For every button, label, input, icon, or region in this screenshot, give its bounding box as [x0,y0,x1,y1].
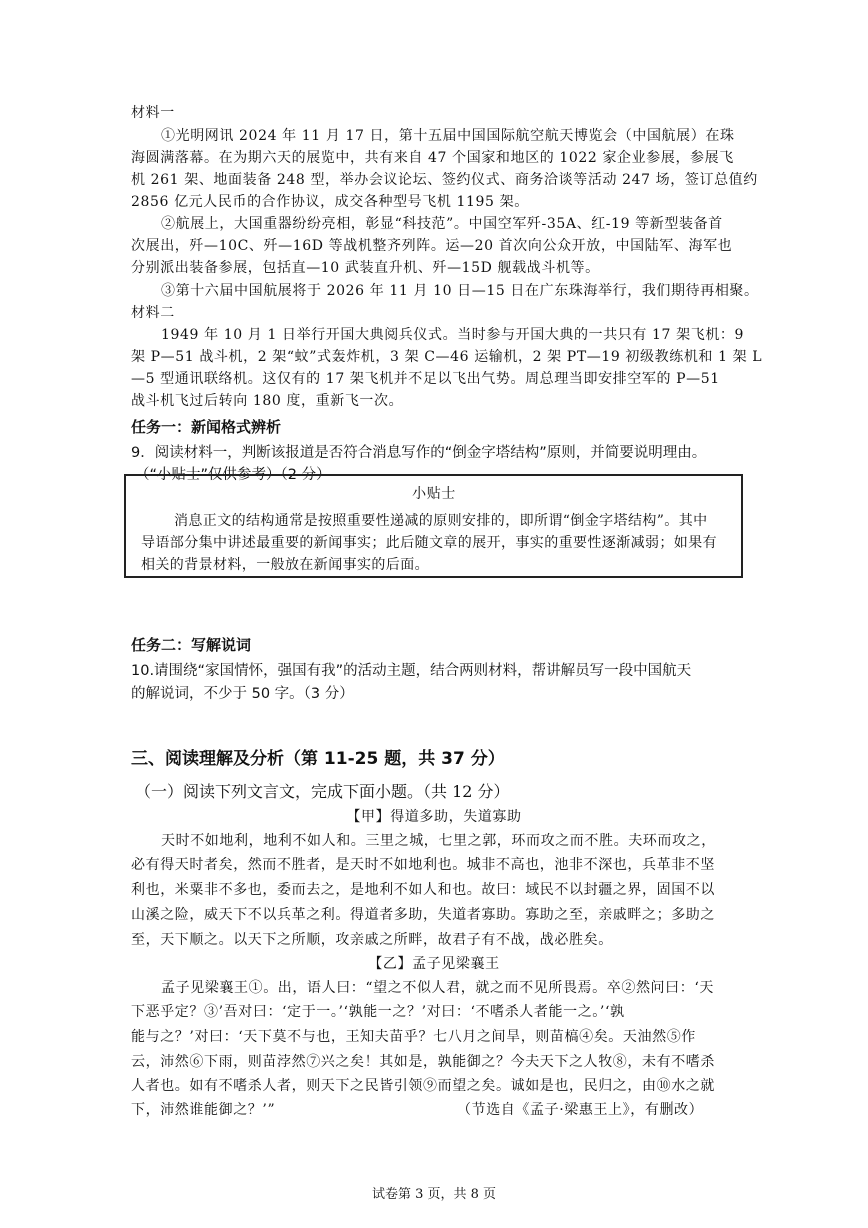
question-9: 9．阅读材料一，判断该报道是否符合消息写作的“倒金字塔结构”原则，并简要说明理由。 [131,445,707,461]
material1-line: 2856 亿元人民币的合作协议，成交各种型号飞机 1195 架。 [131,194,529,210]
question-10: 10.请围绕“家国情怀，强国有我”的活动主题，结合两则材料，帮讲解员写一段中国航天 [131,663,692,679]
passage-a-line: 必有得天时者矣，然而不胜者，是天时不如地利也。城非不高也，池非不深也，兵革非不坚 [131,857,715,873]
passage-a-title: 【甲】得道多助，失道寡助 [346,809,522,825]
task2-title: 任务二：写解说词 [131,636,252,654]
section-3-title: 三、阅读理解及分析（第 11-25 题，共 37 分） [131,749,505,769]
passage-b-title: 【乙】孟子见梁襄王 [368,956,500,972]
question-10-line2: 的解说词，不少于 50 字。（3 分） [131,686,354,702]
passage-b-line: 能与之？’对曰：‘天下莫不与也，王知夫苗乎？七八月之间旱，则苗槁④矣。天油然⑤作 [131,1029,696,1045]
passage-b-line: 孟子见梁襄王①。出，语人曰：“望之不似人君，就之而不见所畏焉。卒②然问曰：‘天 [161,980,715,996]
task1-title: 任务一：新闻格式辨析 [131,418,282,436]
section-3-subtitle: （一）阅读下列文言文，完成下面小题。（共 12 分） [135,782,510,801]
tip-line: 导语部分集中讲述最重要的新闻事实；此后随文章的展开，事实的重要性逐渐减弱；如果有 [141,535,717,551]
material2-line: 战斗机飞过后转向 180 度，重新飞一次。 [131,393,404,409]
material2-line: —5 型通讯联络机。这仅有的 17 架飞机并不足以飞出气势。周总理当即安排空军的 P—51 [131,371,720,387]
tip-line: 消息正文的结构通常是按照重要性递减的原则安排的，即所谓“倒金字塔结构”。其中 [174,513,708,529]
passage-b-source: （节选自《孟子·梁惠王上》，有删改） [457,1102,704,1118]
passage-b-line: 人者也。如有不嗜杀人者，则天下之民皆引领⑨而望之矣。诚如是也，民归之，由⑩水之就 [131,1078,715,1094]
passage-a-line: 天时不如地利，地利不如人和。三里之城，七里之郭，环而攻之而不胜。夫环而攻之， [161,833,716,849]
material1-line: ③第十六届中国航展将于 2026 年 11 月 10 日—15 日在广东珠海举行，我们期待再相聚。 [161,283,759,299]
passage-a-line: 山溪之险，威天下不以兵革之利。得道者多助，失道者寡助。寡助之至，亲戚畔之；多助之 [131,907,715,923]
material1-line: ①光明网讯 2024 年 11 月 17 日，第十五届中国国际航空航天博览会（中国航展）在珠 [161,128,735,144]
material1-line: 次展出，歼—10C、歼—16D 等战机整齐列阵。运—20 首次向公众开放，中国陆军、海军也 [131,238,733,254]
material2-heading: 材料二 [131,305,175,321]
material2-line: 架 P—51 战斗机，2 架“蚊”式轰炸机，3 架 C—46 运输机，2 架 PT—19 初级教练机和 1 架 L [131,349,763,365]
tip-title: 小贴士 [412,486,456,502]
material1-heading: 材料一 [131,105,175,121]
material1-line: 机 261 架、地面装备 248 型，举办会议论坛、签约仪式、商务洽谈等活动 247 场，签订总值约 [131,172,758,188]
passage-a-line: 至，天下顺之。以天下之所顺，攻亲戚之所畔，故君子有不战，战必胜矣。 [131,932,613,948]
tip-line: 相关的背景材料，一般放在新闻事实的后面。 [141,557,429,573]
passage-b-line: 云，沛然⑥下雨，则苗浡然⑦兴之矣！其如是，孰能御之？今夫天下之人牧⑧，未有不嗜杀 [131,1054,715,1070]
question-9-note: （“小贴士”仅供参考）（2 分） [135,467,331,483]
passage-b-line: 下，沛然谁能御之？’” [131,1102,276,1118]
page-footer: 试卷第 3 页，共 8 页 [371,1187,497,1202]
material1-line: 分别派出装备参展，包括直—10 武装直升机、歼—15D 舰载战斗机等。 [131,260,600,276]
material1-line: ②航展上，大国重器纷纷亮相，彰显“科技范”。中国空军歼-35A、红-19 等新型装备首 [161,216,723,232]
material1-line: 海圆满落幕。在为期六天的展览中，共有来自 47 个国家和地区的 1022 家企业参展，参展飞 [131,150,734,166]
passage-b-line: 下恶乎定？③’吾对曰：‘定于一。’‘孰能一之？’对曰：‘不嗜杀人者能一之。’‘孰 [131,1004,625,1020]
passage-a-line: 利也，米粟非不多也，委而去之，是地利不如人和也。故曰：域民不以封疆之界，固国不以 [131,882,715,898]
material2-line: 1949 年 10 月 1 日举行开国大典阅兵仪式。当时参与开国大典的一共只有 17 架飞机：9 [161,327,745,343]
